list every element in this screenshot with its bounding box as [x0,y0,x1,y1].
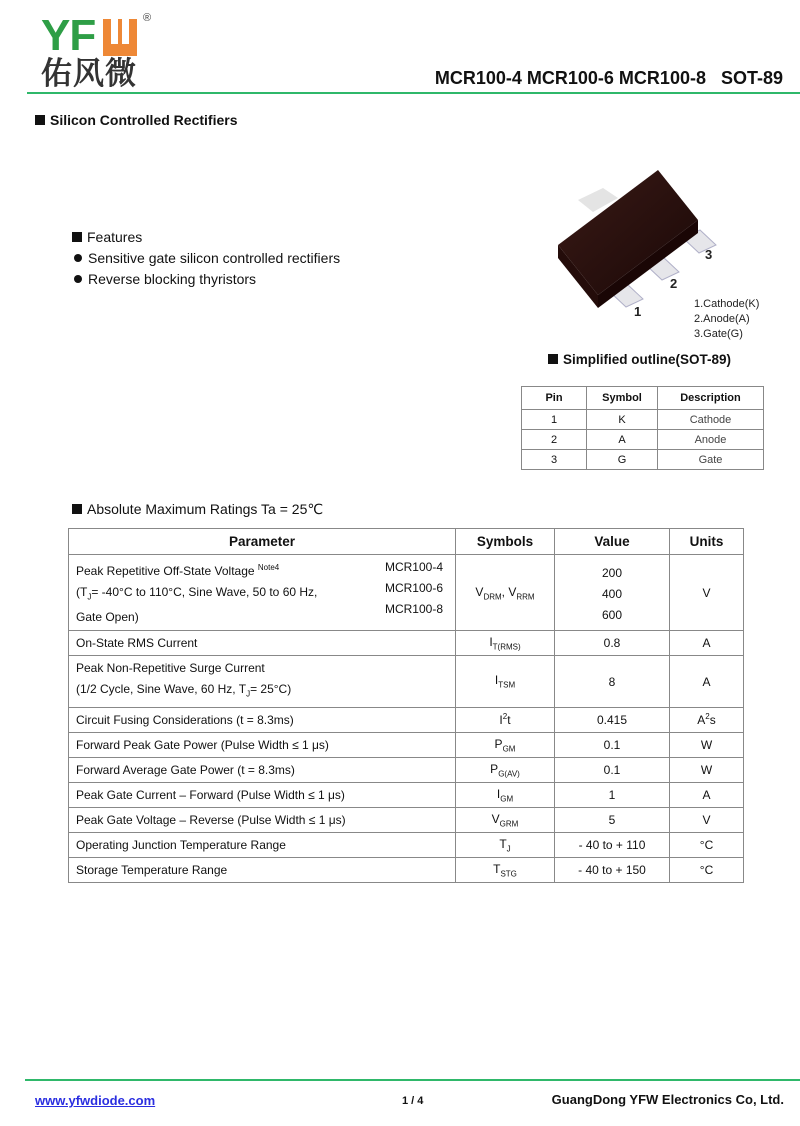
document-title: MCR100-4 MCR100-6 MCR100-8 SOT-89 [434,68,783,88]
ratings-row: Peak Non-Repetitive Surge Current (1/2 Cycle, Sine Wave, 60 Hz, $T_J= 25^\circ C$) $I_{TSM}$ 8 A [69,656,744,707]
square-bullet-icon [35,115,45,125]
features-section [72,227,340,290]
ratings-row-off-state-voltage: Peak Repetitive Off-State Voltage $^{Note4}$ ($T_J= -40^\circ C$ to 110°C, Sine Wave, 50 to 60 Hz, Gate Open) MCR100-4 MCR100-6 MCR100-8 $V_{DRM}$, $V_{RRM}$ 200 400 600 V [69,555,744,631]
feature-item: Reverse blocking thyristors [72,269,340,290]
pin-table [521,386,764,470]
square-bullet-icon [72,504,82,514]
pin-table-row: 1 K Cathode [522,410,764,430]
logo-chinese-name: 佑风微 [41,56,137,92]
pin-table-header: Pin Symbol Description [522,387,764,410]
website-link[interactable]: www.yfwdiode.com [35,1093,156,1108]
ratings-row: Storage Temperature Range $T_{STG}$ - 40 to + 150 °C [69,857,744,882]
pin-table-row: 2 A Anode [522,430,764,450]
feature-item: Sensitive gate silicon controlled rectifiers [72,248,340,269]
pin-number-label: 1 [634,304,642,319]
logo-w-mark [103,19,137,56]
ratings-table [68,528,744,883]
section-title: Silicon Controlled Rectifiers [35,112,237,128]
ratings-caption: Absolute Maximum Ratings Ta = 25℃ [72,501,323,518]
pin-table-row: 3 G Gate [522,450,764,470]
features-heading: Features [72,227,340,248]
square-bullet-icon [548,354,558,364]
square-bullet-icon [72,232,82,242]
model-list: MCR100-4 MCR100-6 MCR100-8 [384,560,443,616]
bullet-dot-icon [74,254,82,262]
footer-rule [25,1079,800,1081]
ratings-row: Peak Gate Voltage – Reverse (Pulse Width ≤ 1 μs) $V_{GRM}$ 5 V [69,807,744,832]
ratings-row: Forward Average Gate Power (t = 8.3ms) $P_{G(AV)}$ 0.1 W [69,757,744,782]
bullet-dot-icon [74,275,82,283]
ratings-header: Parameter Symbols Value Units [69,529,744,555]
ratings-row: Operating Junction Temperature Range $T_J$ - 40 to + 110 °C [69,832,744,857]
ratings-row: Forward Peak Gate Power (Pulse Width ≤ 1 μs) $P_{GM}$ 0.1 W [69,732,744,757]
header-rule [27,92,800,94]
pin-number-label: 2 [670,276,678,291]
ratings-row: Peak Gate Current – Forward (Pulse Width ≤ 1 μs) $I_{GM}$ 1 A [69,782,744,807]
pin-legend: 1.Cathode(K) 2.Anode(A) 3.Gate(G) [694,298,760,340]
company-logo [37,12,152,92]
company-name: GuangDong YFW Electronics Co, Ltd. [551,1092,784,1107]
logo-letters: YF [41,11,96,60]
page-number: 1 / 4 [402,1095,424,1107]
outline-caption: Simplified outline(SOT-89) [548,352,731,367]
pin-number-label: 3 [705,247,713,262]
registered-mark: ® [143,12,152,24]
ratings-row: Circuit Fusing Considerations (t = 8.3ms) $I^2t$ 0.415 $A^2s$ [69,707,744,732]
ratings-row: On-State RMS Current $I_{T(RMS)}$ 0.8 A [69,631,744,656]
